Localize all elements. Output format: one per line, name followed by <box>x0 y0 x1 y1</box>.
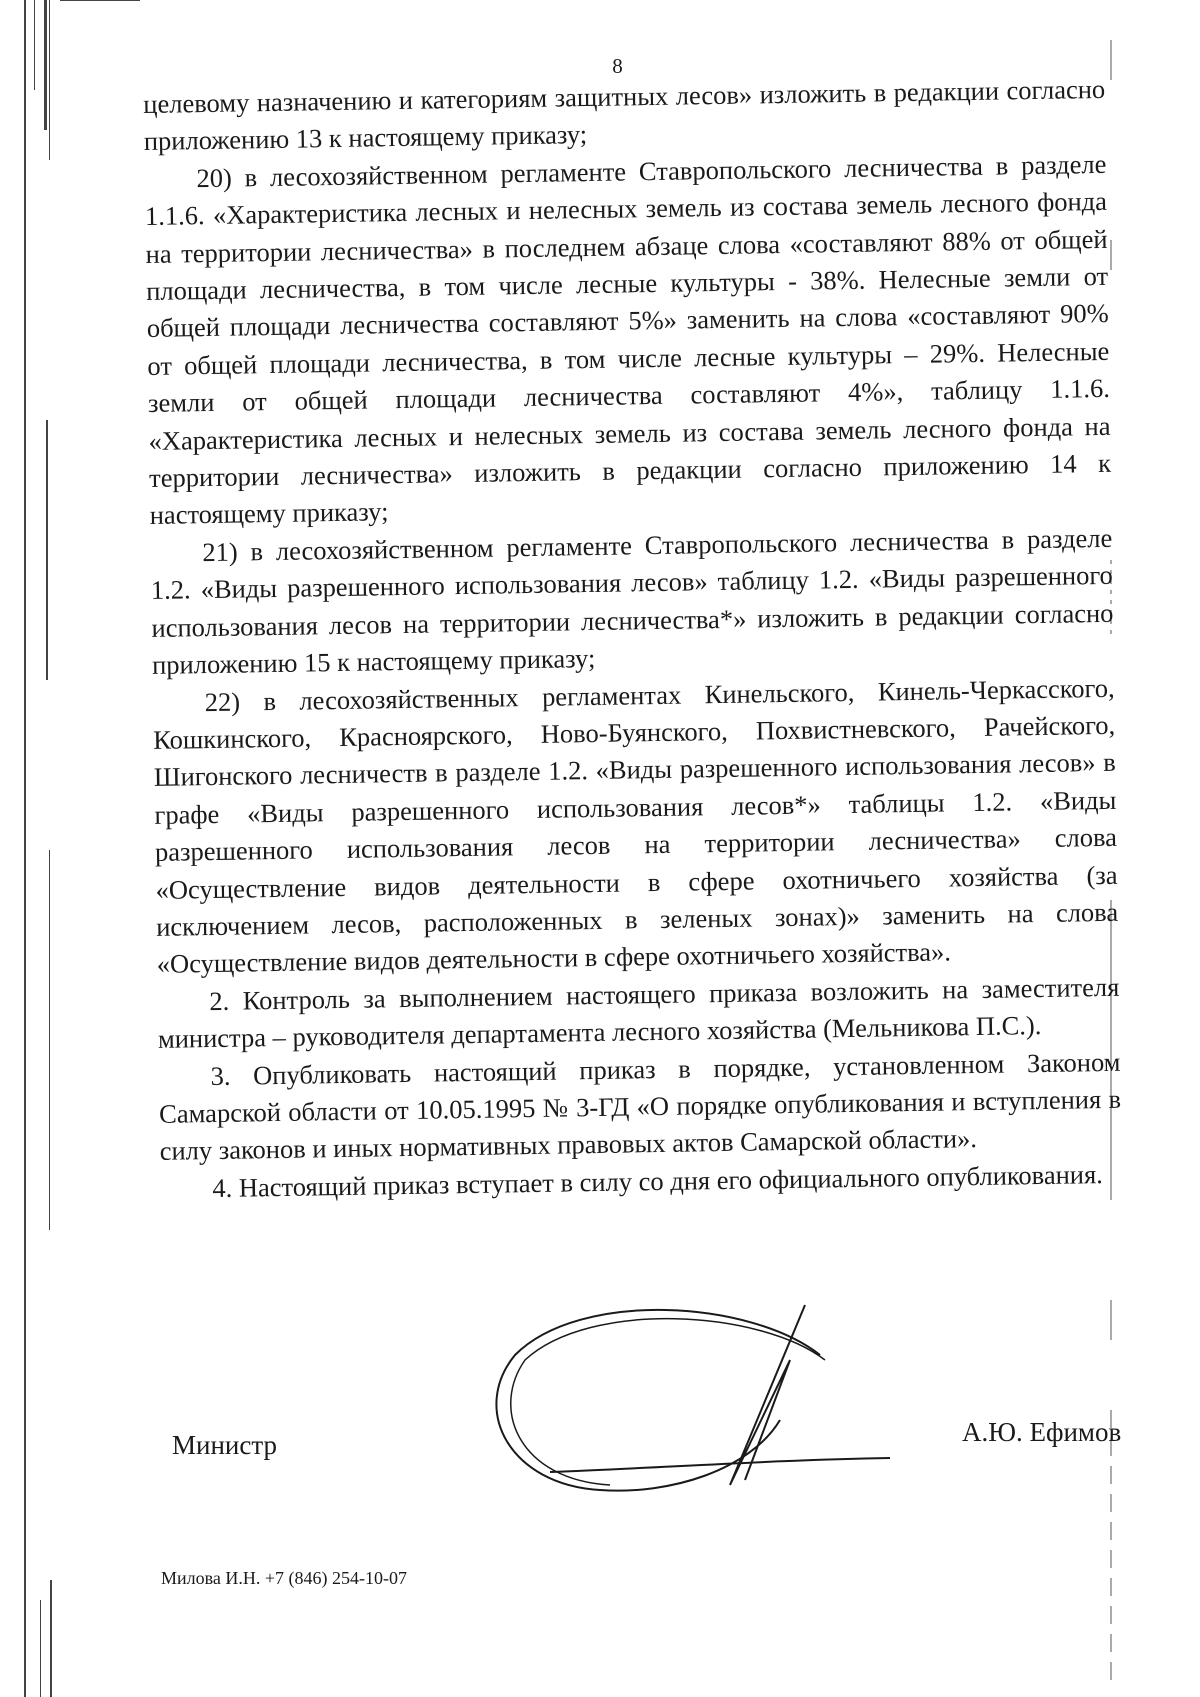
paragraph-item-22: 22) в лесохозяйственных регламентах Кинельского, Кинель-Черкасского, Кошкинского, Красноярского, Ново-Буянского, Похвистневского, Рачейского, Шигонского лесничеств в разделе 1.2. «Виды разрешенного использования лесов» в графе «Виды разрешенного использования лесов*» таблицы 1.2. «Виды разрешенного использования лесов на территории лесничества» слова «Осуществление видов деятельности в сфере охотничьего хозяйства (за исключением лесов, расположенных в зеленых зонах)» заменить на слова «Осуществление видов деятельности в сфере охотничьего хозяйства». <box>153 672 1119 980</box>
page-number: 8 <box>612 54 623 78</box>
paragraph-clause-2: 2. Контроль за выполнением настоящего приказа возложить на заместителя министра – руководителя департамента лесного хозяйства (Мельникова П.С.). <box>157 971 1120 1055</box>
scan-edge-line <box>49 850 50 1230</box>
paragraph-item-20: 20) в лесохозяйственном регламенте Ставропольского лесничества в разделе 1.1.6. «Характеристика лесных и нелесных земель из состава земель лесного фонда на территории лесничества» в последнем абзаце слова «составляют 88% от общей площади лесничества, в том числе лесные культуры - 38%. Нелесные земли от общей площади лесничества составляют 5%» заменить на слова «составляют 90% от общей площади лесничества, в том числе лесные культуры – 29%. Нелесные земли от общей площади лесничества составляют 4%», таблицу 1.1.6. «Характеристика лесных и нелесных земель из состава земель лесного фонда на территории лесничества» изложить в редакции согласно приложению 14 к настоящему приказу; <box>144 148 1112 531</box>
paragraph-clause-4: 4. Настоящий приказ вступает в силу со дня его официального опубликования. <box>212 1158 1103 1203</box>
scan-edge-line <box>49 0 50 160</box>
scan-edge-line <box>60 0 140 1</box>
executor-contact: Милова И.Н. +7 (846) 254-10-07 <box>161 1568 407 1588</box>
signatory-name: А.Ю. Ефимов <box>962 1417 1122 1447</box>
scan-edge-line <box>46 420 48 680</box>
handwritten-signature <box>490 1300 910 1510</box>
scan-edge-line <box>24 0 26 1697</box>
scan-edge-line <box>40 1600 41 1697</box>
scan-edge-line <box>50 1580 52 1697</box>
paragraph-item-21: 21) в лесохозяйственном регламенте Ставропольского лесничества в разделе 1.2. «Виды разрешенного использования лесов» таблицу 1.2. «Виды разрешенного использования лесов на территории лесничества*» изложить в редакции согласно приложению 15 к настоящему приказу; <box>150 522 1114 681</box>
document-body <box>143 71 1123 1208</box>
paragraph-continuation: целевому назначению и категориям защитных лесов» изложить в редакции согласно приложению 13 к настоящему приказу; <box>143 73 1106 157</box>
paragraph-clause-3: 3. Опубликовать настоящий приказ в порядке, установленном Законом Самарской области от 10.05.1995 № 3-ГД «О порядке опубликования и вступления в силу законов и иных нормативных правовых актов Самарской области». <box>158 1046 1122 1167</box>
signatory-title: Министр <box>172 1430 277 1460</box>
